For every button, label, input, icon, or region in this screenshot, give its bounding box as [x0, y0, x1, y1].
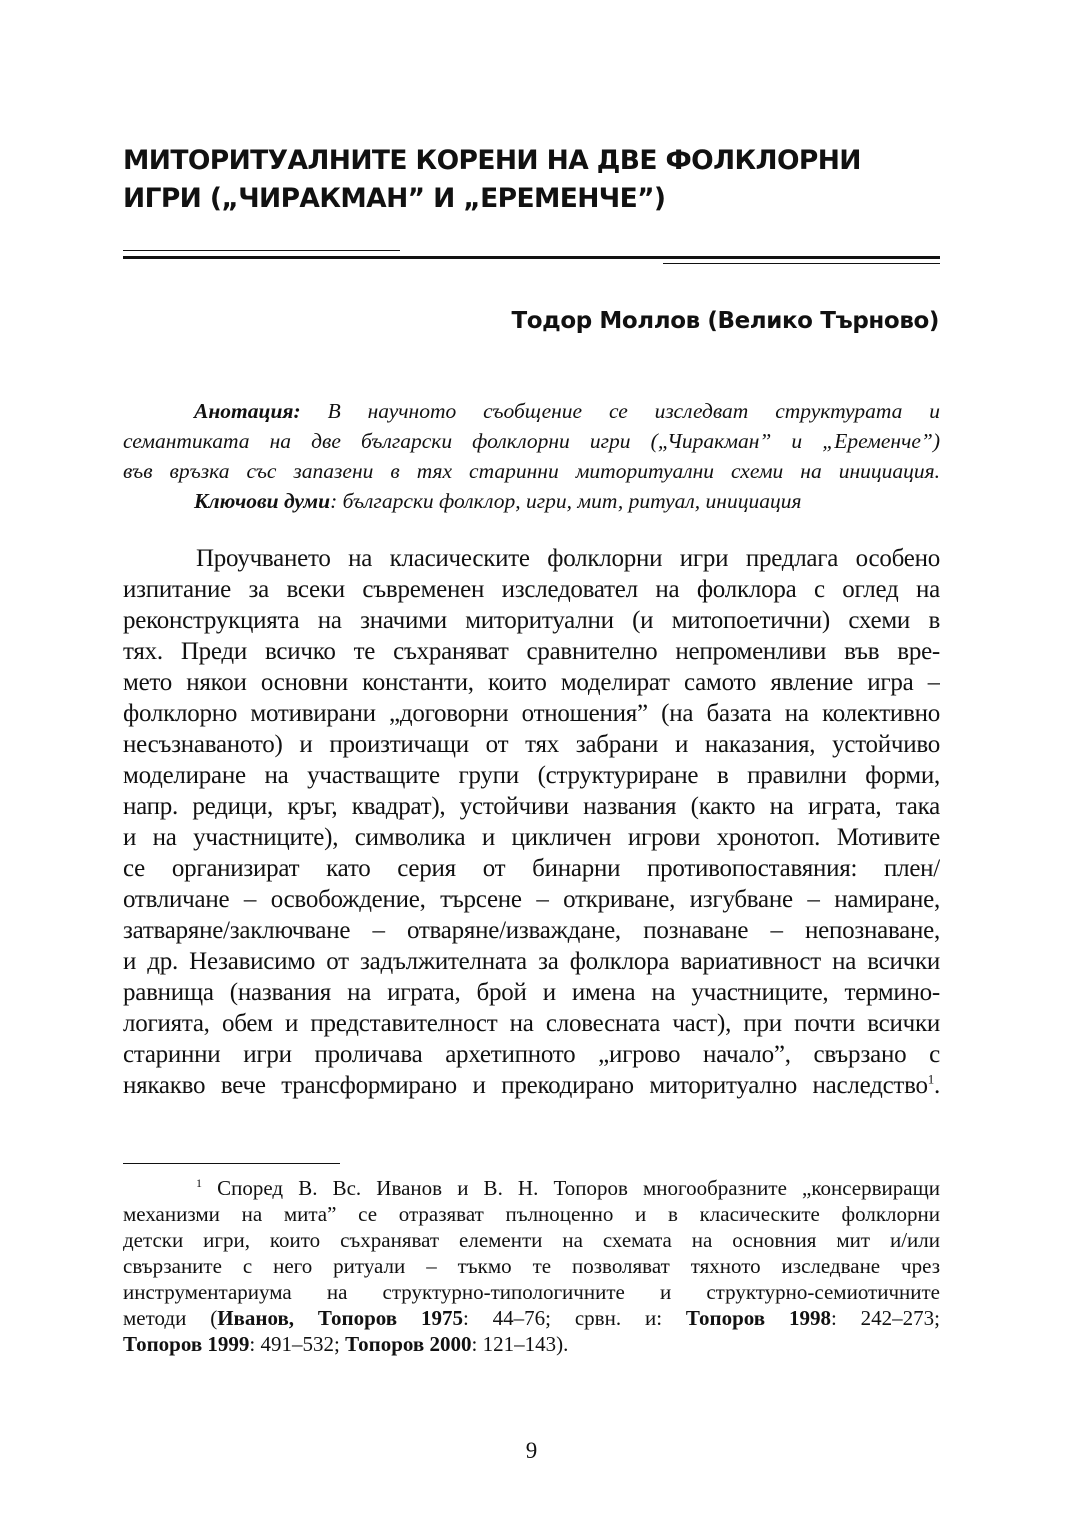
abstract-text-1: В научното съобщение се изследват структурата и — [327, 399, 941, 423]
title-rule-main — [123, 256, 940, 259]
body-line: несъзнаваното) и произтичащи от тях забрани и наказания, устойчиво — [123, 731, 940, 758]
body-line: старинни игри проличава архетипното „игрово начало”, свързано с — [123, 1041, 940, 1068]
keywords-label: Ключови думи — [194, 489, 331, 513]
abstract-label: Анотация: — [194, 399, 301, 423]
body-line: се организират като серия от бинарни противопоставяния: плен/ — [123, 855, 940, 882]
abstract-line-2: семантиката на две български фолклорни игри („Чиракман” и „Еременче”) — [123, 429, 940, 453]
page-number: 9 — [525, 1438, 538, 1463]
footnote-ref-2-pages: : 242–273; — [830, 1306, 940, 1330]
body-line: моделиране на участващите групи (структуриране в правилни форми, — [123, 762, 940, 789]
footnote-line-4: свързаните с него ритуали – тъкмо те позволяват тяхното изследване чрез — [123, 1254, 940, 1278]
footnote-ref-1: Иванов, Топоров 1975 — [217, 1306, 463, 1330]
footnote-ref-2: Топоров 1998 — [685, 1306, 831, 1330]
footnote-ref-3-pages: : 491–532; — [249, 1332, 346, 1356]
body-line: Проучването на класическите фолклорни игри предлага особено — [196, 545, 940, 572]
keywords-text: : български фолклор, игри, мит, ритуал, инициация — [330, 489, 802, 513]
author-name: Тодор Моллов (Велико Търново) — [511, 308, 939, 334]
keywords-line — [123, 486, 940, 516]
body-line: тях. Преди всичко те съхраняват сравнително непроменливи във вре- — [123, 638, 940, 665]
footnote-ref-3: Топоров 1999 — [123, 1332, 250, 1356]
title-rule-short — [123, 250, 400, 251]
footnote-reference[interactable]: 1 — [927, 1071, 934, 1087]
footnote-ref-4-pages: : 121–143). — [471, 1332, 569, 1356]
footnote-line-1 — [123, 1175, 940, 1201]
footnote-ref-4: Топоров 2000 — [345, 1332, 472, 1356]
title-rule-right — [663, 263, 940, 264]
abstract — [123, 396, 940, 516]
body-line: отвличане – освобождение, търсене – откриване, изгубване – намиране, — [123, 886, 940, 913]
footnote-mark: 1 — [196, 1176, 202, 1190]
article-title — [123, 142, 943, 218]
body-line: логията, обем и представителност на словесната част), при почти всички — [123, 1010, 940, 1037]
body-line: изпитание за всеки съвременен изследовател на фолклора с оглед на — [123, 576, 940, 603]
body-line: равнища (названия на играта, брой и имена на участниците, термино- — [123, 979, 940, 1006]
body-line: мето някои основни константи, които моделират самото явление игра – — [123, 669, 940, 696]
abstract-line-1 — [123, 396, 940, 426]
footnote-line-2: механизми на мита” се отразяват пълноценно и в класическите фолклорни — [123, 1202, 940, 1226]
body-line: и др. Независимо от задължителната за фолклора вариативност на всички — [123, 948, 940, 975]
body-last-line — [123, 1070, 940, 1101]
footnote-line-3: детски игри, които съхраняват елементи на схемата на основния мит и/или — [123, 1228, 940, 1252]
body-last-punct: . — [934, 1072, 940, 1099]
body-last-text: някакво вече трансформирано и прекодирано миторитуално наследство — [123, 1072, 928, 1099]
footnote-ref-1-pages: : 44–76; срвн. и: — [462, 1306, 686, 1330]
title-line-1: МИТОРИТУАЛНИТЕ КОРЕНИ НА ДВЕ ФОЛКЛОРНИ — [123, 145, 861, 176]
body-line: реконструкцията на значими миторитуални (и митопоетични) схеми в — [123, 607, 940, 634]
abstract-line-3: във връзка със запазени в тях старинни миторитуални схеми на инициация. — [123, 459, 940, 483]
footnote-text-1: Според В. Вс. Иванов и В. Н. Топоров многообразните „консервиращи — [202, 1176, 940, 1200]
footnote-line-7 — [123, 1331, 940, 1357]
body-line: затваряне/заключване – отваряне/изваждане, познаване – непознаване, — [123, 917, 940, 944]
footnote-line-6 — [123, 1305, 940, 1331]
footnote-separator — [123, 1163, 340, 1164]
body-line: напр. редици, кръг, квадрат), устойчиви названия (както на играта, така — [123, 793, 940, 820]
body-paragraph — [123, 543, 940, 1101]
body-line: фолклорно мотивирани „договорни отношения” (на базата на колективно — [123, 700, 940, 727]
footnote — [123, 1175, 940, 1357]
footnote-text-6: методи ( — [123, 1306, 218, 1330]
body-line: и на участниците), символика и цикличен игрови хронотоп. Мотивите — [123, 824, 940, 851]
title-line-2: ИГРИ („ЧИРАКМАН” И „ЕРЕМЕНЧЕ”) — [123, 183, 666, 214]
footnote-line-5: инструментариума на структурно-типологичните и структурно-семиотичните — [123, 1280, 940, 1304]
